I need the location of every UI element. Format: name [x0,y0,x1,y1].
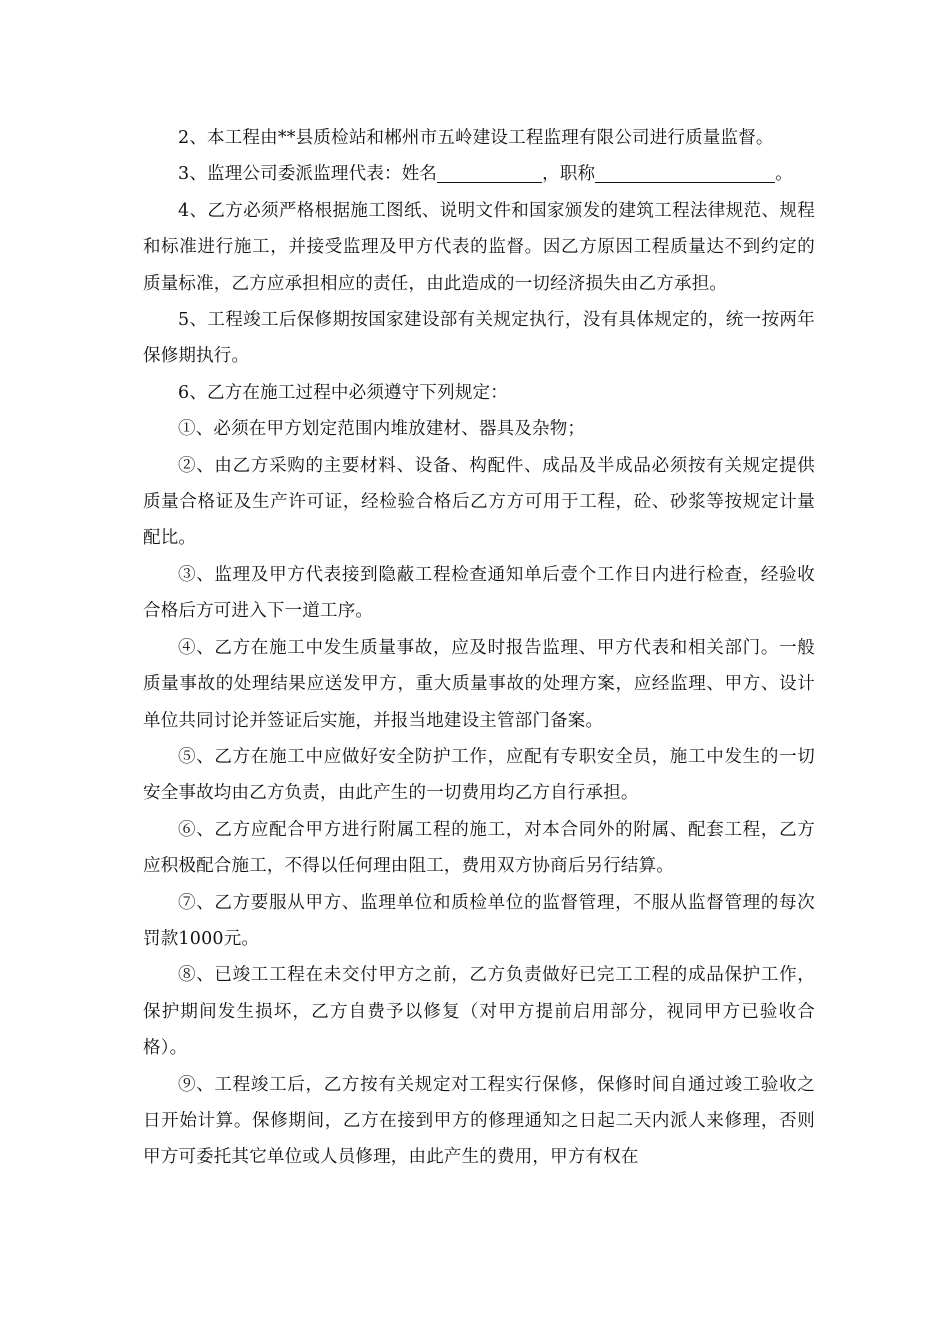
paragraph-6-2: ②、由乙方采购的主要材料、设备、构配件、成品及半成品必须按有关规定提供质量合格证及生产许可证，经检验合格后乙方方可用于工程，砼、砂浆等按规定计量配比。 [143,455,815,549]
paragraph-4: 4、乙方必须严格根据施工图纸、说明文件和国家颁发的建筑工程法律规范、规程和标准进行施工，并接受监理及甲方代表的监督。因乙方原因工程质量达不到约定的质量标准，乙方应承担相应的责任，由此造成的一切经济损失由乙方承担。 [143,200,815,294]
paragraph-6-3: ③、监理及甲方代表接到隐蔽工程检查通知单后壹个工作日内进行检查，经验收合格后方可进入下一道工序。 [143,564,815,622]
paragraph-6-7: ⑦、乙方要服从甲方、监理单位和质检单位的监督管理，不服从监督管理的每次罚款1000元。 [143,892,815,949]
paragraph-6-5: ⑤、乙方在施工中应做好安全防护工作，应配有专职安全员，施工中发生的一切安全事故均由乙方负责，由此产生的一切费用均乙方自行承担。 [143,746,815,804]
paragraph-3-middle: ，职称 [542,164,596,185]
paragraph-2: 2、本工程由**县质检站和郴州市五岭建设工程监理有限公司进行质量监督。 [178,128,774,148]
paragraph-6-9: ⑨、工程竣工后，乙方按有关规定对工程实行保修，保修时间自通过竣工验收之日开始计算。保修期间，乙方在接到甲方的修理通知之日起二天内派人来修理，否则甲方可委托其它单位或人员修理，由此产生的费用，甲方有权在 [143,1074,815,1168]
name-blank-line [437,160,542,183]
paragraph-6-1: ①、必须在甲方划定范围内堆放建材、器具及杂物； [178,419,586,440]
paragraph-3-suffix: 。 [775,164,793,185]
paragraph-6-8: ⑧、已竣工工程在未交付甲方之前，乙方负责做好已完工工程的成品保护工作，保护期间发生损坏，乙方自费予以修复（对甲方提前启用部分，视同甲方已验收合格）。 [143,965,815,1059]
paragraph-5: 5、工程竣工后保修期按国家建设部有关规定执行，没有具体规定的，统一按两年保修期执行。 [143,310,815,367]
title-blank-line [595,160,775,183]
paragraph-6-4: ④、乙方在施工中发生质量事故，应及时报告监理、甲方代表和相关部门。一般质量事故的处理结果应送发甲方，重大质量事故的处理方案，应经监理、甲方、设计单位共同讨论并签证后实施，并报当地建设主管部门备案。 [143,637,815,731]
paragraph-6-6: ⑥、乙方应配合甲方进行附属工程的施工，对本合同外的附属、配套工程，乙方应积极配合施工，不得以任何理由阻工，费用双方协商后另行结算。 [143,819,815,877]
paragraph-6: 6、乙方在施工过程中必须遵守下列规定： [178,382,508,403]
document-body [143,120,815,1176]
paragraph-3 [143,156,815,192]
paragraph-3-prefix: 3、监理公司委派监理代表：姓名 [178,164,438,185]
